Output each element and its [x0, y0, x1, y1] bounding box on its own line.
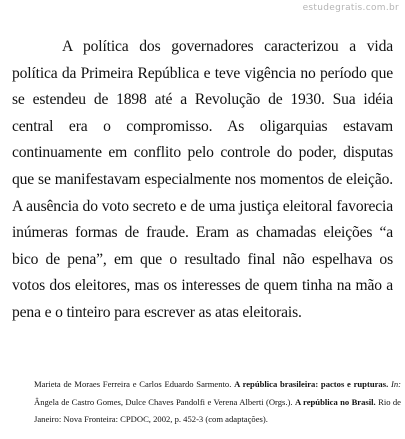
citation-publication: Rio de Janeiro: Nova Fronteira: CPDOC, 2002, p. 452-3 (com adaptações).: [34, 396, 402, 424]
citation-book-title: A república no Brasil.: [294, 396, 376, 407]
citation-editors: Ângela de Castro Gomes, Dulce Chaves Pandolfi e Verena Alberti (Orgs.).: [34, 396, 293, 407]
site-watermark: estudegratis.com.br: [302, 3, 399, 13]
citation-authors: Marieta de Moraes Ferreira e Carlos Eduardo Sarmento.: [34, 379, 232, 389]
citation: [34, 376, 401, 429]
main-paragraph: A política dos governadores caracterizou a vida política da Primeira República e teve vigência no período que se estendeu de 1898 até a Revolução de 1930. Sua idéia central era o compromisso. As oligarquias estavam continuamente em conflito pelo controle do poder, disputas que se manifestavam especialmente nos momentos de eleição. A ausência do voto secreto e de uma justiça eleitoral favorecia inúmeras formas de fraude. Eram as chamadas eleições “a bico de pena”, em que o resultado final não espelhava os votos dos eleitores, mas os interesses de quem tinha na mão a pena e o tinteiro para escrever as atas eleitorais.: [12, 38, 393, 321]
citation-in-label: In:: [390, 379, 401, 389]
citation-work-title: A república brasileira: pactos e rupturas.: [234, 379, 389, 389]
